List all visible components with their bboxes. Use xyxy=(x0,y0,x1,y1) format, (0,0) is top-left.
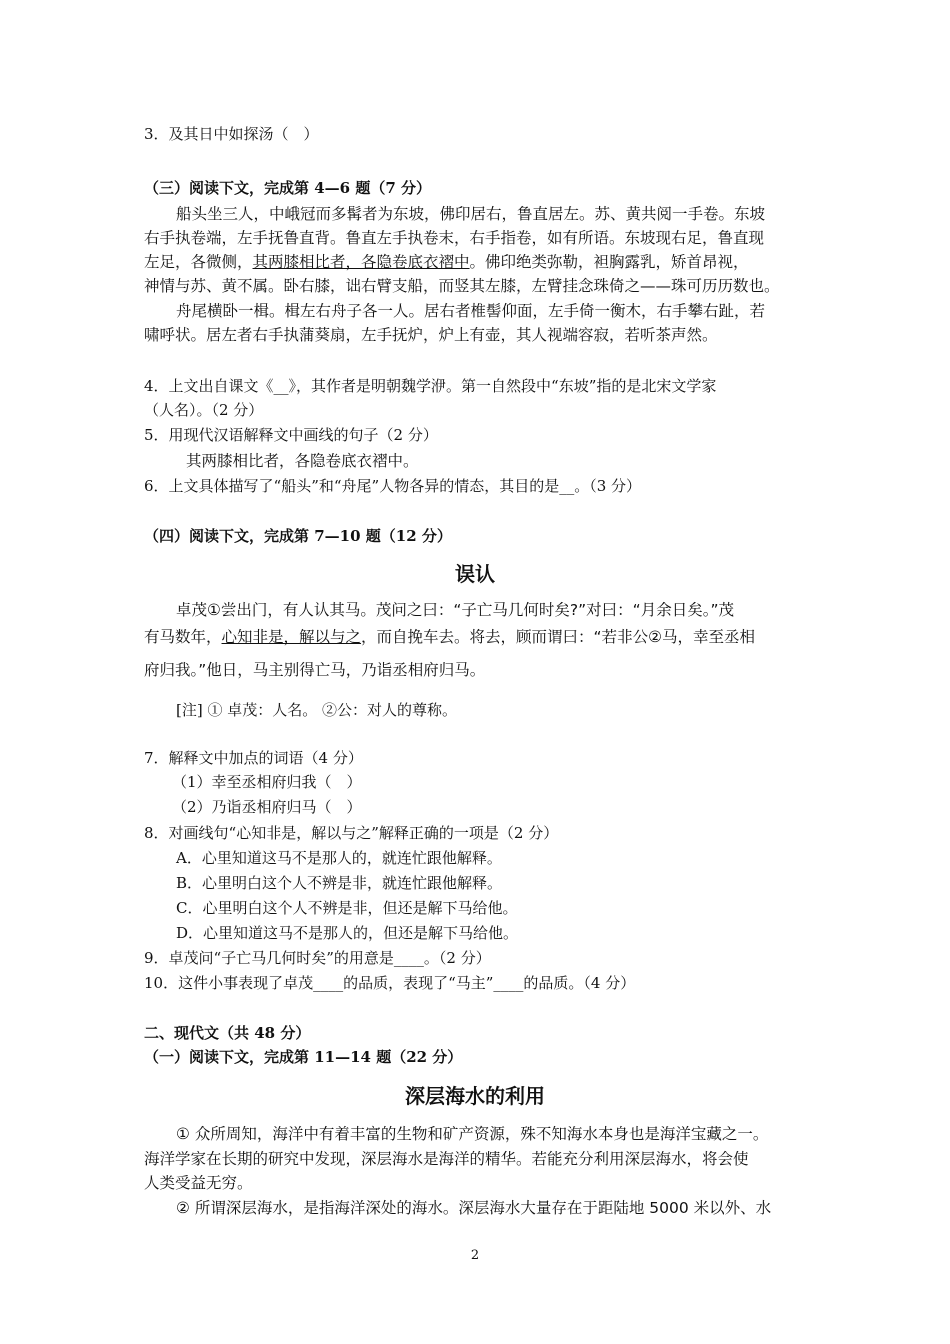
passage-line xyxy=(144,627,755,647)
option-b: B．心里明白这个人不辨是非，就连忙跟他解释。 xyxy=(176,874,503,892)
passage-line xyxy=(144,252,749,272)
section-4-heading: （四）阅读下文，完成第 7—10 题（12 分） xyxy=(144,527,452,545)
underlined-sentence: 心知非是，解以与之 xyxy=(221,628,362,646)
footnote: [注] ① 卓茂：人名。 ②公：对人的尊称。 xyxy=(176,701,458,719)
question-9: 9．卓茂问“子亡马几何时矣”的用意是____。（2 分） xyxy=(144,949,491,967)
question-7: 7．解释文中加点的词语（4 分） xyxy=(144,749,363,767)
passage-text: 左足，各微侧， xyxy=(144,253,253,271)
question-5-sentence: 其两膝相比者，各隐卷底衣褶中。 xyxy=(186,452,419,470)
question-8: 8．对画线句“心知非是，解以与之”解释正确的一项是（2 分） xyxy=(144,824,559,842)
question-5: 5．用现代汉语解释文中画线的句子（2 分） xyxy=(144,426,438,444)
passage-text: ，而自挽车去。将去，顾而谓曰：“若非公②马，幸至丞相 xyxy=(361,628,755,646)
article-line: 海洋学家在长期的研究中发现，深层海水是海洋的精华。若能充分利用深层海水，将会使 xyxy=(144,1150,749,1168)
passage-line: 卓茂①尝出门，有人认其马。茂问之曰：“子亡马几何时矣?”对曰：“月余日矣。”茂 xyxy=(176,601,734,619)
option-a: A．心里知道这马不是那人的，就连忙跟他解释。 xyxy=(176,849,502,867)
subsection-1-heading: （一）阅读下文，完成第 11—14 题（22 分） xyxy=(144,1048,463,1066)
question-6: 6．上文具体描写了“船头”和“舟尾”人物各异的情态，其目的是__。（3 分） xyxy=(144,477,642,495)
question-4-cont: （人名）。（2 分） xyxy=(144,401,264,419)
option-d: D．心里知道这马不是那人的，但还是解下马给他。 xyxy=(176,924,519,942)
question-7-item: （1）幸至丞相府归我（ ） xyxy=(172,773,362,791)
question-7-item: （2）乃诣丞相府归马（ ） xyxy=(172,798,362,816)
article-line: 人类受益无穷。 xyxy=(144,1174,253,1192)
option-c: C．心里明白这个人不辨是非，但还是解下马给他。 xyxy=(176,899,518,917)
question-10: 10．这件小事表现了卓茂____的品质，表现了“马主”____的品质。（4 分） xyxy=(144,974,636,992)
passage-line: 啸呼状。居左者右手执蒲葵扇，左手抚炉，炉上有壶，其人视端容寂，若听茶声然。 xyxy=(144,326,718,344)
passage-line: 船头坐三人，中峨冠而多髯者为东坡，佛印居右，鲁直居左。苏、黄共阅一手卷。东坡 xyxy=(176,205,766,223)
underlined-sentence: 其两膝相比者，各隐卷底衣褶中 xyxy=(252,253,470,271)
page-number: 2 xyxy=(470,1248,480,1263)
article-title: 深层海水的利用 xyxy=(405,1084,545,1108)
passage-line: 舟尾横卧一楫。楫左右舟子各一人。居右者椎髻仰面，左手倚一衡木，右手攀右趾，若 xyxy=(176,302,766,320)
article-line: ② 所谓深层海水，是指海洋深处的海水。深层海水大量存在于距陆地 5000 米以外、水 xyxy=(176,1199,772,1217)
question-4: 4．上文出自课文《__》，其作者是明朝魏学洢。第一自然段中“东坡”指的是北宋文学家 xyxy=(144,377,717,395)
passage-text: 有马数年， xyxy=(144,628,222,646)
article-line: ① 众所周知，海洋中有着丰富的生物和矿产资源，殊不知海水本身也是海洋宝藏之一。 xyxy=(176,1125,769,1143)
passage-line: 府归我。”他日，马主别得亡马，乃诣丞相府归马。 xyxy=(144,661,486,679)
passage-text: 。佛印绝类弥勒，袒胸露乳，矫首昂视， xyxy=(469,253,749,271)
passage-line: 右手执卷端，左手抚鲁直背。鲁直左手执卷末，右手指卷，如有所语。东坡现右足，鲁直现 xyxy=(144,229,765,247)
passage-line: 神情与苏、黄不属。卧右膝，诎右臂支船，而竖其左膝，左臂挂念珠倚之——珠可历历数也。 xyxy=(144,277,780,295)
part-2-heading: 二、现代文（共 48 分） xyxy=(144,1024,311,1042)
question-3: 3．及其日中如探汤（ ） xyxy=(144,125,319,143)
passage-title: 误认 xyxy=(455,562,495,586)
section-3-heading: （三）阅读下文，完成第 4—6 题（7 分） xyxy=(144,179,431,197)
